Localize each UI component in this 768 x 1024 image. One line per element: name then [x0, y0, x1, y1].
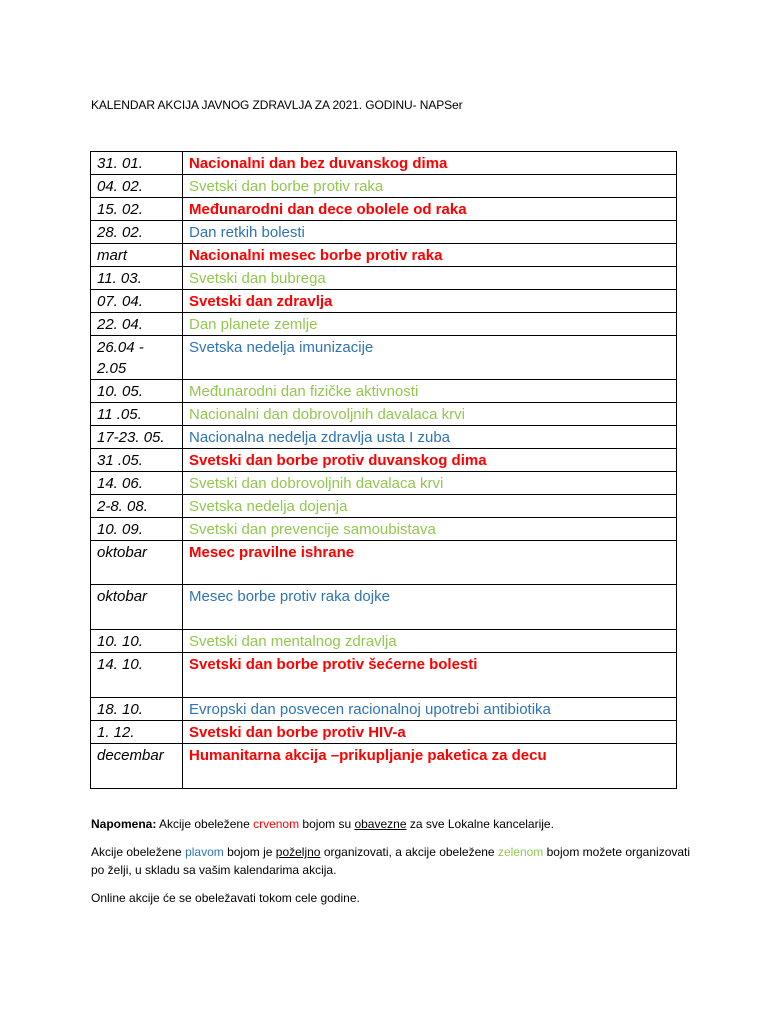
table-row: [91, 313, 677, 336]
table-row: [91, 426, 677, 449]
row-event: Nacionalni mesec borbe protiv raka: [183, 244, 677, 267]
row-date: 11 .05.: [91, 403, 183, 426]
table-row: [91, 698, 677, 721]
row-date: 18. 10.: [91, 698, 183, 721]
row-event: Mesec borbe protiv raka dojke: [183, 585, 677, 630]
table-row: [91, 541, 677, 585]
table-row: [91, 336, 677, 380]
row-date: oktobar: [91, 541, 183, 585]
table-row: [91, 267, 677, 290]
row-event: Nacionalna nedelja zdravlja usta I zuba: [183, 426, 677, 449]
table-row: [91, 175, 677, 198]
row-event: Svetski dan dobrovoljnih davalaca krvi: [183, 472, 677, 495]
row-event: Humanitarna akcija –prikupljanje paketica za decu: [183, 744, 677, 789]
note-2: [91, 843, 691, 879]
table-row: [91, 518, 677, 541]
row-date: 26.04 - 2.05: [91, 336, 183, 380]
row-event: Međunarodni dan dece obolele od raka: [183, 198, 677, 221]
row-event: Svetski dan borbe protiv raka: [183, 175, 677, 198]
row-date: mart: [91, 244, 183, 267]
row-date: 10. 05.: [91, 380, 183, 403]
row-date: 14. 06.: [91, 472, 183, 495]
table-row: [91, 495, 677, 518]
table-row: [91, 449, 677, 472]
table-row: [91, 221, 677, 244]
row-date: 17-23. 05.: [91, 426, 183, 449]
row-date: 28. 02.: [91, 221, 183, 244]
row-event: Mesec pravilne ishrane: [183, 541, 677, 585]
row-event: Nacionalni dan dobrovoljnih davalaca krvi: [183, 403, 677, 426]
note-1-text-1: Akcije obeležene: [156, 817, 254, 831]
calendar-table: [90, 151, 677, 789]
row-date: 2-8. 08.: [91, 495, 183, 518]
row-date: 22. 04.: [91, 313, 183, 336]
row-event: Dan planete zemlje: [183, 313, 677, 336]
row-event: Svetski dan bubrega: [183, 267, 677, 290]
table-row: [91, 472, 677, 495]
table-row: [91, 721, 677, 744]
row-event: Svetska nedelja dojenja: [183, 495, 677, 518]
table-row: [91, 585, 677, 630]
desirable-word: poželjno: [275, 845, 321, 859]
table-row: [91, 744, 677, 789]
table-row: [91, 198, 677, 221]
note-2-text-4: bojom možete organizovati po želji, u skladu sa vašim kalendarima akcija.: [91, 845, 691, 877]
row-date: 14. 10.: [91, 653, 183, 698]
row-event: Dan retkih bolesti: [183, 221, 677, 244]
table-row: [91, 653, 677, 698]
row-event: Svetski dan borbe protiv šećerne bolesti: [183, 653, 677, 698]
table-row: [91, 380, 677, 403]
note-1-text-3: za sve Lokalne kancelarije.: [406, 817, 554, 831]
table-row: [91, 630, 677, 653]
note-2-text-2: bojom je: [223, 845, 276, 859]
row-date: oktobar: [91, 585, 183, 630]
table-row: [91, 244, 677, 267]
green-word: zelenom: [497, 845, 544, 859]
row-date: 11. 03.: [91, 267, 183, 290]
row-event: Nacionalni dan bez duvanskog dima: [183, 152, 677, 175]
row-date: 10. 10.: [91, 630, 183, 653]
row-event: Svetski dan borbe protiv duvanskog dima: [183, 449, 677, 472]
notes-section: [91, 815, 691, 917]
table-row: [91, 290, 677, 313]
row-date: 31 .05.: [91, 449, 183, 472]
row-date: 04. 02.: [91, 175, 183, 198]
note-3: Online akcije će se obeležavati tokom cele godine.: [91, 891, 360, 905]
row-event: Svetski dan mentalnog zdravlja: [183, 630, 677, 653]
note-1: [91, 815, 691, 833]
row-date: 1. 12.: [91, 721, 183, 744]
note-2-text-1: Akcije obeležene: [91, 845, 186, 859]
row-date: 10. 09.: [91, 518, 183, 541]
row-event: Evropski dan posvecen racionalnoj upotrebi antibiotika: [183, 698, 677, 721]
row-event: Svetski dan zdravlja: [183, 290, 677, 313]
row-event: Svetski dan prevencije samoubistava: [183, 518, 677, 541]
note-label: Napomena:: [91, 817, 157, 831]
row-date: 07. 04.: [91, 290, 183, 313]
document-title: KALENDAR AKCIJA JAVNOG ZDRAVLJA ZA 2021. GODINU- NAPSer: [91, 98, 463, 112]
mandatory-word: obavezne: [354, 817, 407, 831]
row-date: 15. 02.: [91, 198, 183, 221]
row-date: 31. 01.: [91, 152, 183, 175]
note-2-text-3: organizovati, a akcije obeležene: [320, 845, 498, 859]
blue-word: plavom: [185, 845, 224, 859]
row-event: Svetski dan borbe protiv HIV-a: [183, 721, 677, 744]
calendar-body: [91, 152, 677, 789]
table-row: [91, 152, 677, 175]
row-event: Međunarodni dan fizičke aktivnosti: [183, 380, 677, 403]
table-row: [91, 403, 677, 426]
row-date: decembar: [91, 744, 183, 789]
note-1-text-2: bojom su: [299, 817, 355, 831]
red-word: crvenom: [253, 817, 300, 831]
row-event: Svetska nedelja imunizacije: [183, 336, 677, 380]
